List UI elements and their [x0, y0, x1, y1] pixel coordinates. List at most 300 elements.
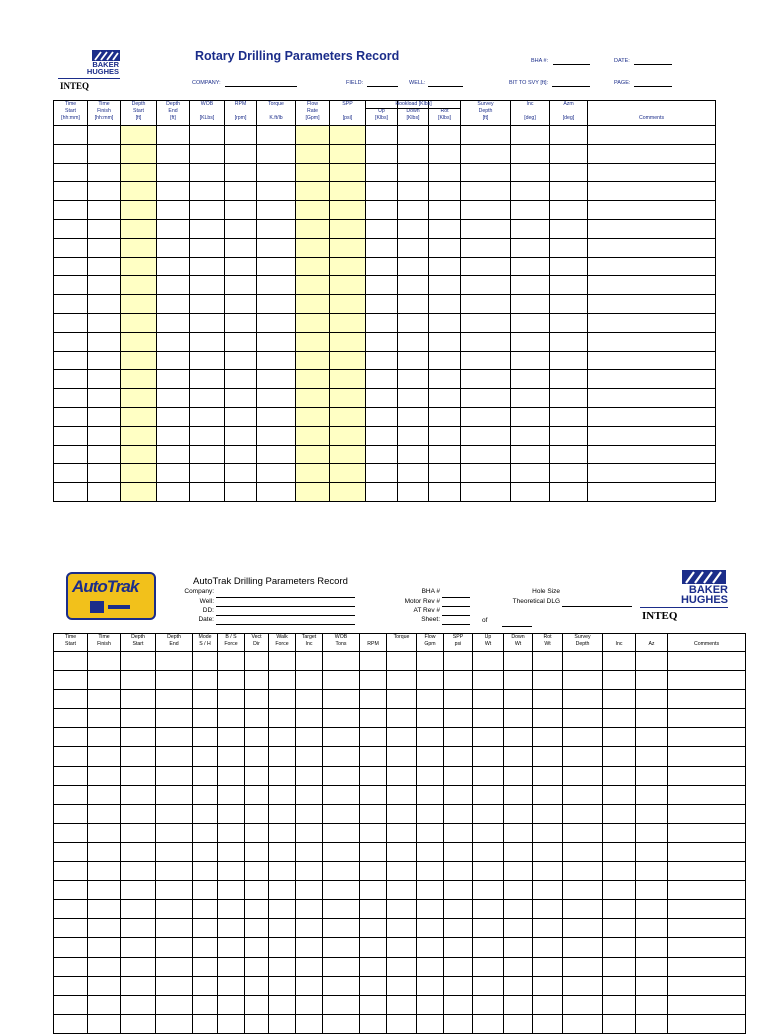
table-cell[interactable]	[323, 766, 360, 785]
field-field[interactable]	[367, 86, 398, 87]
table-cell[interactable]	[245, 747, 269, 766]
table-cell[interactable]	[533, 919, 563, 938]
table-cell[interactable]	[269, 747, 296, 766]
table-cell[interactable]	[473, 900, 504, 919]
table-cell[interactable]	[193, 938, 218, 957]
table-cell[interactable]	[636, 804, 668, 823]
table-cell[interactable]	[461, 126, 511, 145]
table-cell[interactable]	[461, 144, 511, 163]
table-cell[interactable]	[323, 957, 360, 976]
table-cell[interactable]	[429, 332, 461, 351]
table-cell[interactable]	[225, 126, 257, 145]
table-cell[interactable]	[296, 445, 330, 464]
table-cell[interactable]	[330, 144, 366, 163]
table-cell[interactable]	[429, 219, 461, 238]
table-cell[interactable]	[54, 389, 88, 408]
table-cell[interactable]	[330, 445, 366, 464]
table-cell[interactable]	[245, 709, 269, 728]
table-cell[interactable]	[533, 804, 563, 823]
table-cell[interactable]	[156, 785, 193, 804]
table-cell[interactable]	[193, 919, 218, 938]
table-cell[interactable]	[190, 445, 225, 464]
table-cell[interactable]	[88, 785, 121, 804]
table-cell[interactable]	[156, 862, 193, 881]
table-cell[interactable]	[257, 426, 296, 445]
at-rev-field[interactable]	[442, 615, 470, 616]
table-cell[interactable]	[636, 881, 668, 900]
table-cell[interactable]	[296, 426, 330, 445]
table-cell[interactable]	[417, 938, 444, 957]
table-cell[interactable]	[668, 842, 746, 861]
theoretical-dlg-field[interactable]	[562, 606, 632, 607]
table-cell[interactable]	[636, 728, 668, 747]
table-cell[interactable]	[88, 201, 121, 220]
table-cell[interactable]	[563, 995, 603, 1014]
table-cell[interactable]	[473, 728, 504, 747]
table-cell[interactable]	[88, 144, 121, 163]
table-cell[interactable]	[156, 671, 193, 690]
table-cell[interactable]	[193, 785, 218, 804]
table-cell[interactable]	[257, 238, 296, 257]
table-cell[interactable]	[603, 976, 636, 995]
table-cell[interactable]	[417, 957, 444, 976]
table-cell[interactable]	[668, 900, 746, 919]
table-cell[interactable]	[588, 389, 716, 408]
table-cell[interactable]	[563, 766, 603, 785]
table-cell[interactable]	[121, 671, 156, 690]
table-cell[interactable]	[533, 881, 563, 900]
table-cell[interactable]	[461, 332, 511, 351]
table-cell[interactable]	[366, 238, 398, 257]
table-cell[interactable]	[563, 957, 603, 976]
sheet-total-field[interactable]	[502, 626, 532, 627]
table-cell[interactable]	[429, 126, 461, 145]
table-cell[interactable]	[296, 881, 323, 900]
table-cell[interactable]	[330, 332, 366, 351]
table-cell[interactable]	[533, 690, 563, 709]
table-cell[interactable]	[533, 842, 563, 861]
table-cell[interactable]	[245, 995, 269, 1014]
table-cell[interactable]	[550, 389, 588, 408]
table-cell[interactable]	[269, 690, 296, 709]
table-cell[interactable]	[54, 332, 88, 351]
table-cell[interactable]	[121, 163, 157, 182]
table-cell[interactable]	[121, 219, 157, 238]
table-cell[interactable]	[121, 426, 157, 445]
table-cell[interactable]	[323, 709, 360, 728]
table-cell[interactable]	[563, 976, 603, 995]
table-cell[interactable]	[257, 407, 296, 426]
table-cell[interactable]	[473, 747, 504, 766]
table-cell[interactable]	[603, 785, 636, 804]
table-cell[interactable]	[296, 219, 330, 238]
table-cell[interactable]	[193, 747, 218, 766]
table-cell[interactable]	[366, 407, 398, 426]
table-cell[interactable]	[218, 957, 245, 976]
table-cell[interactable]	[366, 389, 398, 408]
table-cell[interactable]	[88, 313, 121, 332]
table-cell[interactable]	[366, 464, 398, 483]
table-cell[interactable]	[360, 690, 387, 709]
table-cell[interactable]	[461, 182, 511, 201]
table-cell[interactable]	[218, 995, 245, 1014]
table-cell[interactable]	[461, 407, 511, 426]
table-cell[interactable]	[533, 785, 563, 804]
table-cell[interactable]	[511, 201, 550, 220]
table-cell[interactable]	[366, 163, 398, 182]
table-cell[interactable]	[603, 747, 636, 766]
table-cell[interactable]	[444, 995, 473, 1014]
table-cell[interactable]	[636, 919, 668, 938]
table-cell[interactable]	[54, 276, 88, 295]
table-cell[interactable]	[603, 881, 636, 900]
table-cell[interactable]	[473, 766, 504, 785]
table-cell[interactable]	[54, 709, 88, 728]
table-cell[interactable]	[603, 938, 636, 957]
table-cell[interactable]	[121, 881, 156, 900]
table-cell[interactable]	[88, 709, 121, 728]
table-cell[interactable]	[398, 351, 429, 370]
table-cell[interactable]	[360, 976, 387, 995]
table-cell[interactable]	[398, 313, 429, 332]
table-cell[interactable]	[588, 201, 716, 220]
table-cell[interactable]	[417, 747, 444, 766]
table-cell[interactable]	[429, 389, 461, 408]
table-cell[interactable]	[398, 389, 429, 408]
table-cell[interactable]	[225, 257, 257, 276]
table-cell[interactable]	[444, 900, 473, 919]
table-cell[interactable]	[603, 671, 636, 690]
table-cell[interactable]	[88, 163, 121, 182]
table-cell[interactable]	[88, 823, 121, 842]
table-cell[interactable]	[668, 995, 746, 1014]
table-cell[interactable]	[387, 862, 417, 881]
table-cell[interactable]	[360, 900, 387, 919]
table-cell[interactable]	[330, 370, 366, 389]
table-cell[interactable]	[398, 407, 429, 426]
table-cell[interactable]	[54, 881, 88, 900]
bha-field-2[interactable]	[442, 597, 470, 598]
table-cell[interactable]	[504, 862, 533, 881]
table-cell[interactable]	[156, 766, 193, 785]
table-cell[interactable]	[269, 862, 296, 881]
table-cell[interactable]	[360, 938, 387, 957]
table-cell[interactable]	[121, 995, 156, 1014]
table-cell[interactable]	[88, 804, 121, 823]
motor-rev-field[interactable]	[442, 606, 470, 607]
table-cell[interactable]	[88, 126, 121, 145]
table-cell[interactable]	[417, 995, 444, 1014]
table-cell[interactable]	[257, 201, 296, 220]
table-cell[interactable]	[245, 671, 269, 690]
table-cell[interactable]	[121, 182, 157, 201]
table-cell[interactable]	[296, 842, 323, 861]
table-cell[interactable]	[121, 445, 157, 464]
table-cell[interactable]	[296, 862, 323, 881]
table-cell[interactable]	[296, 182, 330, 201]
table-cell[interactable]	[668, 804, 746, 823]
table-cell[interactable]	[54, 652, 88, 671]
table-cell[interactable]	[636, 957, 668, 976]
table-cell[interactable]	[603, 862, 636, 881]
table-cell[interactable]	[603, 919, 636, 938]
table-cell[interactable]	[54, 862, 88, 881]
table-cell[interactable]	[417, 766, 444, 785]
table-cell[interactable]	[588, 182, 716, 201]
table-cell[interactable]	[296, 728, 323, 747]
table-cell[interactable]	[360, 957, 387, 976]
date-field[interactable]	[634, 64, 672, 65]
table-cell[interactable]	[330, 407, 366, 426]
table-cell[interactable]	[257, 332, 296, 351]
table-cell[interactable]	[387, 976, 417, 995]
table-cell[interactable]	[563, 747, 603, 766]
table-cell[interactable]	[366, 182, 398, 201]
table-cell[interactable]	[511, 351, 550, 370]
table-cell[interactable]	[417, 842, 444, 861]
table-cell[interactable]	[668, 728, 746, 747]
table-cell[interactable]	[296, 201, 330, 220]
table-cell[interactable]	[330, 295, 366, 314]
table-cell[interactable]	[156, 976, 193, 995]
table-cell[interactable]	[156, 957, 193, 976]
table-cell[interactable]	[429, 313, 461, 332]
table-cell[interactable]	[330, 426, 366, 445]
table-cell[interactable]	[563, 842, 603, 861]
table-cell[interactable]	[473, 995, 504, 1014]
table-cell[interactable]	[269, 900, 296, 919]
table-cell[interactable]	[323, 919, 360, 938]
table-cell[interactable]	[444, 671, 473, 690]
table-cell[interactable]	[190, 313, 225, 332]
table-cell[interactable]	[88, 351, 121, 370]
table-cell[interactable]	[533, 747, 563, 766]
table-cell[interactable]	[88, 295, 121, 314]
table-cell[interactable]	[121, 976, 156, 995]
table-cell[interactable]	[511, 219, 550, 238]
table-cell[interactable]	[269, 881, 296, 900]
table-cell[interactable]	[588, 295, 716, 314]
table-cell[interactable]	[588, 313, 716, 332]
table-cell[interactable]	[225, 445, 257, 464]
table-cell[interactable]	[550, 445, 588, 464]
table-cell[interactable]	[225, 370, 257, 389]
table-cell[interactable]	[504, 900, 533, 919]
table-cell[interactable]	[269, 671, 296, 690]
table-cell[interactable]	[257, 257, 296, 276]
table-cell[interactable]	[121, 126, 157, 145]
table-cell[interactable]	[323, 976, 360, 995]
table-cell[interactable]	[269, 842, 296, 861]
table-cell[interactable]	[157, 295, 190, 314]
table-cell[interactable]	[511, 407, 550, 426]
table-cell[interactable]	[668, 823, 746, 842]
table-cell[interactable]	[323, 728, 360, 747]
company-field-2[interactable]	[216, 597, 355, 598]
table-cell[interactable]	[225, 295, 257, 314]
table-cell[interactable]	[218, 862, 245, 881]
table-cell[interactable]	[257, 464, 296, 483]
table-cell[interactable]	[398, 257, 429, 276]
table-cell[interactable]	[417, 652, 444, 671]
table-cell[interactable]	[121, 709, 156, 728]
table-cell[interactable]	[504, 652, 533, 671]
table-cell[interactable]	[360, 862, 387, 881]
table-cell[interactable]	[121, 842, 156, 861]
table-cell[interactable]	[157, 219, 190, 238]
table-cell[interactable]	[387, 747, 417, 766]
table-cell[interactable]	[360, 995, 387, 1014]
table-cell[interactable]	[88, 919, 121, 938]
table-cell[interactable]	[636, 652, 668, 671]
table-cell[interactable]	[157, 163, 190, 182]
table-cell[interactable]	[190, 238, 225, 257]
table-cell[interactable]	[473, 881, 504, 900]
table-cell[interactable]	[387, 709, 417, 728]
table-cell[interactable]	[588, 126, 716, 145]
table-cell[interactable]	[218, 900, 245, 919]
table-cell[interactable]	[121, 351, 157, 370]
table-cell[interactable]	[190, 144, 225, 163]
table-cell[interactable]	[461, 257, 511, 276]
table-cell[interactable]	[296, 144, 330, 163]
table-cell[interactable]	[387, 804, 417, 823]
table-cell[interactable]	[296, 407, 330, 426]
table-cell[interactable]	[323, 842, 360, 861]
table-cell[interactable]	[296, 370, 330, 389]
table-cell[interactable]	[668, 652, 746, 671]
table-cell[interactable]	[156, 747, 193, 766]
table-cell[interactable]	[218, 881, 245, 900]
table-cell[interactable]	[387, 785, 417, 804]
table-cell[interactable]	[366, 257, 398, 276]
table-cell[interactable]	[88, 426, 121, 445]
table-cell[interactable]	[461, 201, 511, 220]
table-cell[interactable]	[54, 163, 88, 182]
table-cell[interactable]	[193, 995, 218, 1014]
table-cell[interactable]	[88, 332, 121, 351]
table-cell[interactable]	[668, 785, 746, 804]
table-cell[interactable]	[504, 747, 533, 766]
table-cell[interactable]	[296, 126, 330, 145]
table-cell[interactable]	[550, 313, 588, 332]
table-cell[interactable]	[360, 919, 387, 938]
table-cell[interactable]	[504, 842, 533, 861]
table-cell[interactable]	[387, 957, 417, 976]
table-cell[interactable]	[88, 276, 121, 295]
table-cell[interactable]	[398, 238, 429, 257]
table-cell[interactable]	[533, 766, 563, 785]
table-cell[interactable]	[603, 842, 636, 861]
table-cell[interactable]	[429, 295, 461, 314]
table-cell[interactable]	[257, 126, 296, 145]
table-cell[interactable]	[366, 295, 398, 314]
table-cell[interactable]	[296, 823, 323, 842]
table-cell[interactable]	[360, 652, 387, 671]
table-cell[interactable]	[504, 976, 533, 995]
table-cell[interactable]	[511, 370, 550, 389]
table-cell[interactable]	[429, 238, 461, 257]
table-cell[interactable]	[387, 671, 417, 690]
table-cell[interactable]	[330, 483, 366, 502]
table-cell[interactable]	[387, 938, 417, 957]
table-cell[interactable]	[330, 257, 366, 276]
table-cell[interactable]	[504, 785, 533, 804]
table-cell[interactable]	[533, 938, 563, 957]
table-cell[interactable]	[88, 182, 121, 201]
table-cell[interactable]	[218, 842, 245, 861]
table-cell[interactable]	[429, 257, 461, 276]
table-cell[interactable]	[511, 257, 550, 276]
table-cell[interactable]	[54, 747, 88, 766]
table-cell[interactable]	[121, 785, 156, 804]
table-cell[interactable]	[473, 690, 504, 709]
table-cell[interactable]	[417, 709, 444, 728]
table-cell[interactable]	[550, 464, 588, 483]
table-cell[interactable]	[296, 332, 330, 351]
table-cell[interactable]	[563, 690, 603, 709]
table-cell[interactable]	[54, 407, 88, 426]
table-cell[interactable]	[461, 389, 511, 408]
table-cell[interactable]	[504, 766, 533, 785]
table-cell[interactable]	[88, 842, 121, 861]
table-cell[interactable]	[398, 370, 429, 389]
table-cell[interactable]	[156, 919, 193, 938]
table-cell[interactable]	[225, 464, 257, 483]
table-cell[interactable]	[218, 690, 245, 709]
table-cell[interactable]	[588, 351, 716, 370]
table-cell[interactable]	[54, 126, 88, 145]
table-cell[interactable]	[54, 766, 88, 785]
table-cell[interactable]	[296, 483, 330, 502]
table-cell[interactable]	[121, 201, 157, 220]
table-cell[interactable]	[588, 464, 716, 483]
table-cell[interactable]	[398, 201, 429, 220]
table-cell[interactable]	[360, 728, 387, 747]
table-cell[interactable]	[296, 238, 330, 257]
table-cell[interactable]	[296, 652, 323, 671]
table-cell[interactable]	[296, 957, 323, 976]
table-cell[interactable]	[296, 464, 330, 483]
table-cell[interactable]	[668, 690, 746, 709]
table-cell[interactable]	[360, 804, 387, 823]
table-cell[interactable]	[398, 445, 429, 464]
table-cell[interactable]	[636, 862, 668, 881]
table-cell[interactable]	[563, 671, 603, 690]
date-field-2[interactable]	[216, 624, 355, 625]
table-cell[interactable]	[157, 126, 190, 145]
table-cell[interactable]	[296, 295, 330, 314]
table-cell[interactable]	[550, 144, 588, 163]
table-cell[interactable]	[533, 900, 563, 919]
table-cell[interactable]	[225, 201, 257, 220]
table-cell[interactable]	[461, 426, 511, 445]
table-cell[interactable]	[473, 976, 504, 995]
table-cell[interactable]	[88, 862, 121, 881]
table-cell[interactable]	[504, 823, 533, 842]
table-cell[interactable]	[550, 163, 588, 182]
table-cell[interactable]	[398, 464, 429, 483]
table-cell[interactable]	[121, 728, 156, 747]
table-cell[interactable]	[156, 881, 193, 900]
table-cell[interactable]	[269, 938, 296, 957]
table-cell[interactable]	[603, 804, 636, 823]
table-cell[interactable]	[323, 881, 360, 900]
table-cell[interactable]	[360, 823, 387, 842]
table-cell[interactable]	[398, 426, 429, 445]
table-cell[interactable]	[257, 445, 296, 464]
table-cell[interactable]	[245, 862, 269, 881]
